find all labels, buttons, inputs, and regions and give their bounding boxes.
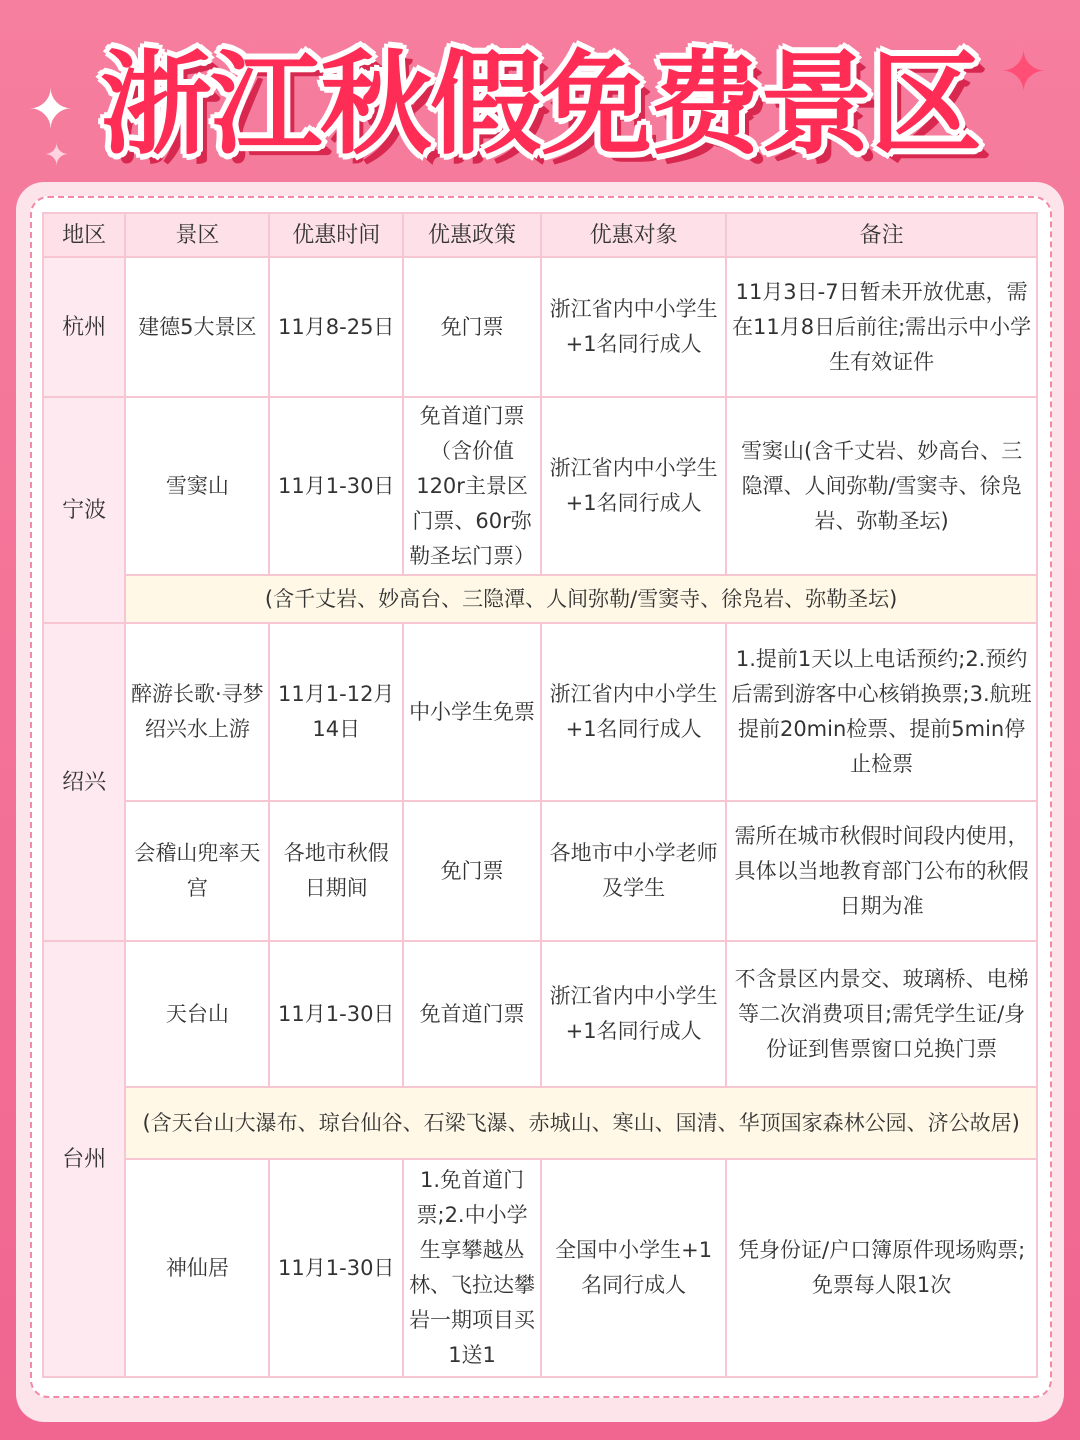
table-row [43,257,1037,397]
policy-cell: 免首道门票（含价值120r主景区门票、60r弥勒圣坛门票） [403,397,541,575]
note-cell: (含天台山大瀑布、琼台仙谷、石梁飞瀑、赤城山、寒山、国清、华顶国家森林公园、济公故居) [125,1087,1037,1159]
spot-cell: 雪窦山 [125,397,269,575]
header-target: 优惠对象 [541,213,726,257]
policy-cell: 免门票 [403,801,541,941]
header-region: 地区 [43,213,125,257]
region-cell: 杭州 [43,257,125,397]
remark-cell: 凭身份证/户口簿原件现场购票;免票每人限1次 [726,1159,1037,1377]
target-cell: 浙江省内中小学生+1名同行成人 [541,397,726,575]
header-time: 优惠时间 [269,213,403,257]
table-row [43,941,1037,1087]
region-cell: 绍兴 [43,623,125,941]
policy-cell: 1.免首道门票;2.中小学生享攀越丛林、飞拉达攀岩一期项目买1送1 [403,1159,541,1377]
bottom-bar [0,1422,1080,1440]
policy-cell: 免门票 [403,257,541,397]
time-cell: 11月1-30日 [269,941,403,1087]
note-cell: (含千丈岩、妙高台、三隐潭、人间弥勒/雪窦寺、徐凫岩、弥勒圣坛) [125,575,1037,623]
remark-cell: 不含景区内景交、玻璃桥、电梯等二次消费项目;需凭学生证/身份证到售票窗口兑换门票 [726,941,1037,1087]
remark-cell: 11月3日-7日暂未开放优惠，需在11月8日后前往;需出示中小学生有效证件 [726,257,1037,397]
header-spot: 景区 [125,213,269,257]
spot-cell: 醉游长歌·寻梦绍兴水上游 [125,623,269,801]
spot-cell: 神仙居 [125,1159,269,1377]
time-cell: 11月8-25日 [269,257,403,397]
spot-cell: 会稽山兜率天宫 [125,801,269,941]
header-remark: 备注 [726,213,1037,257]
target-cell: 浙江省内中小学生+1名同行成人 [541,941,726,1087]
table-row [43,623,1037,801]
remark-cell: 需所在城市秋假时间段内使用，具体以当地教育部门公布的秋假日期为准 [726,801,1037,941]
region-cell: 台州 [43,941,125,1377]
scenic-table [42,212,1038,1378]
target-cell: 各地市中小学老师及学生 [541,801,726,941]
target-cell: 全国中小学生+1名同行成人 [541,1159,726,1377]
table-row [43,1159,1037,1377]
policy-cell: 中小学生免票 [403,623,541,801]
target-cell: 浙江省内中小学生+1名同行成人 [541,257,726,397]
table-row [43,801,1037,941]
time-cell: 11月1-30日 [269,397,403,575]
time-cell: 各地市秋假日期间 [269,801,403,941]
remark-cell: 1.提前1天以上电话预约;2.预约后需到游客中心核销换票;3.航班提前20min检票、提前5min停止检票 [726,623,1037,801]
sparkle-icon: ✦ [44,138,70,173]
policy-cell: 免首道门票 [403,941,541,1087]
header-policy: 优惠政策 [403,213,541,257]
target-cell: 浙江省内中小学生+1名同行成人 [541,623,726,801]
table-note-row [43,575,1037,623]
region-cell: 宁波 [43,397,125,623]
table-note-row [43,1087,1037,1159]
time-cell: 11月1-12月14日 [269,623,403,801]
time-cell: 11月1-30日 [269,1159,403,1377]
table-header-row [43,213,1037,257]
sparkle-icon: ✦ [1000,40,1047,105]
table-row [43,397,1037,575]
spot-cell: 天台山 [125,941,269,1087]
page-title: 浙江秋假免费景区 [100,40,980,170]
spot-cell: 建德5大景区 [125,257,269,397]
remark-cell: 雪窦山(含千丈岩、妙高台、三隐潭、人间弥勒/雪窦寺、徐凫岩、弥勒圣坛) [726,397,1037,575]
sparkle-icon: ✦ [28,78,74,141]
